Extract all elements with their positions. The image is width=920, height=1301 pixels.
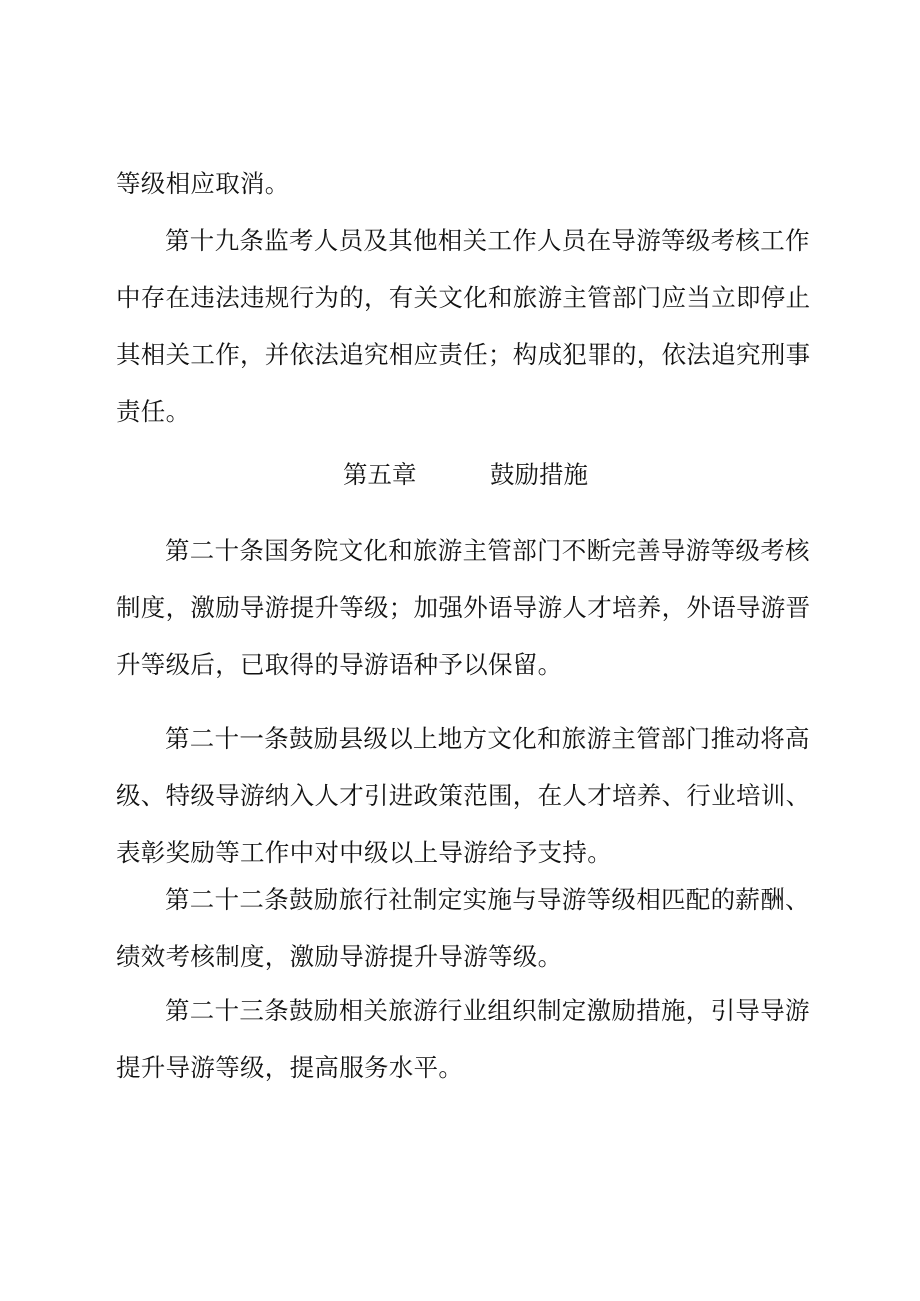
paragraph-line: 等级相应取消。 (116, 169, 290, 198)
article-22-paragraph (116, 871, 812, 985)
paragraph-line: 提升导游等级，提高服务水平。 (116, 1053, 464, 1082)
article-21-paragraph (116, 710, 812, 881)
paragraph-line: 责任。 (116, 397, 191, 426)
paragraph-line: 级、特级导游纳入人才引进政策范围，在人才培养、行业培训、 (116, 781, 811, 810)
paragraph-line: 第十九条监考人员及其他相关工作人员在导游等级考核工作 (165, 226, 810, 255)
chapter-title: 鼓励措施 (490, 460, 588, 489)
chapter-heading (0, 450, 920, 500)
paragraph-line: 中存在违法违规行为的，有关文化和旅游主管部门应当立即停止 (116, 283, 811, 312)
chapter-number: 第五章 (343, 460, 417, 489)
article-20-paragraph (116, 522, 812, 693)
paragraph-line: 第二十一条鼓励县级以上地方文化和旅游主管部门推动将高 (165, 724, 810, 753)
paragraph-line: 表彰奖励等工作中对中级以上导游给予支持。 (116, 838, 612, 867)
article-19-paragraph (116, 212, 812, 440)
paragraph-line: 第二十条国务院文化和旅游主管部门不断完善导游等级考核 (165, 536, 810, 565)
paragraph-line: 第二十三条鼓励相关旅游行业组织制定激励措施，引导导游 (165, 996, 810, 1025)
paragraph-line: 第二十二条鼓励旅行社制定实施与导游等级相匹配的薪酬、 (165, 885, 810, 914)
paragraph-line: 其相关工作，并依法追究相应责任；构成犯罪的，依法追究刑事 (116, 340, 811, 369)
paragraph-line: 升等级后，已取得的导游语种予以保留。 (116, 650, 563, 679)
paragraph-line: 制度，激励导游提升等级；加强外语导游人才培养，外语导游晋 (116, 593, 811, 622)
paragraph-line: 绩效考核制度，激励导游提升导游等级。 (116, 942, 563, 971)
article-23-paragraph (116, 982, 812, 1096)
carryover-paragraph (116, 155, 812, 212)
